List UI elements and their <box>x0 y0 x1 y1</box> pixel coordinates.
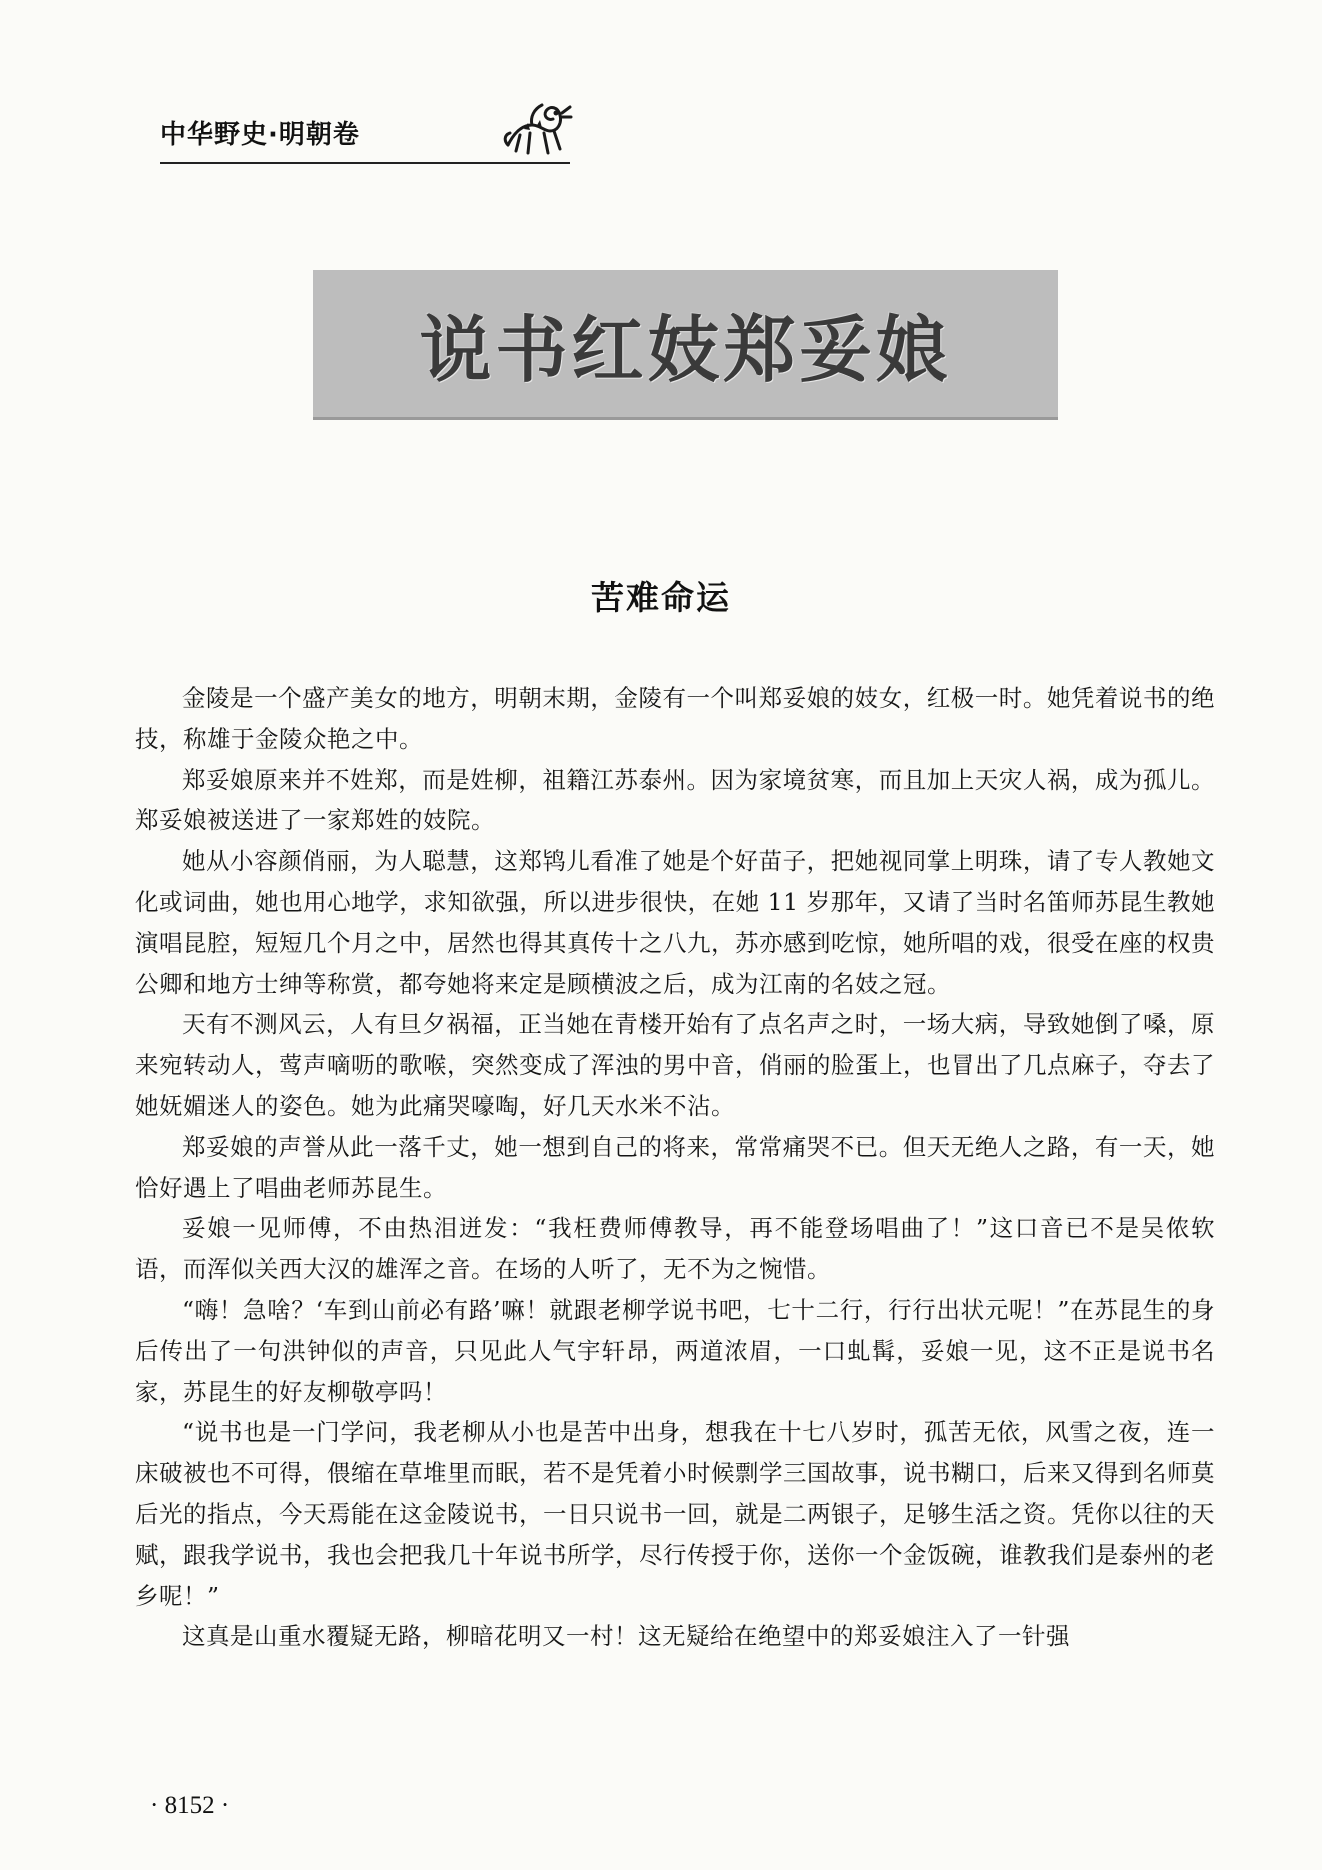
paragraph: 这真是山重水覆疑无路，柳暗花明又一村！这无疑给在绝望中的郑妥娘注入了一针强 <box>182 1622 1070 1651</box>
header-rule <box>160 162 570 164</box>
body-text <box>135 678 1215 1657</box>
paragraph: 郑妥娘原来并不姓郑，而是姓柳，祖籍江苏泰州。因为家境贫寒，而且加上天灾人祸，成为孤儿。郑妥娘被送进了一家郑姓的妓院。 <box>135 765 1215 835</box>
chapter-banner <box>313 270 1058 420</box>
paragraph: 天有不测风云，人有旦夕祸福，正当她在青楼开始有了点名声之时，一场大病，导致她倒了嗓，原来宛转动人，莺声嘀呖的歌喉，突然变成了浑浊的男中音，俏丽的脸蛋上，也冒出了几点麻子，夺去了她妩媚迷人的姿色。她为此痛哭嚎啕，好几天水米不沾。 <box>135 1010 1215 1120</box>
paragraph: “说书也是一门学问，我老柳从小也是苦中出身，想我在十七八岁时，孤苦无依，风雪之夜，连一床破被也不可得，偎缩在草堆里而眠，若不是凭着小时候剽学三国故事，说书糊口，后来又得到名师莫后光的指点，今天焉能在这金陵说书，一日只说书一回，就是二两银子，足够生活之资。凭你以往的天赋，跟我学说书，我也会把我几十年说书所学，尽行传授于你，送你一个金饭碗，谁教我们是泰州的老乡呢！” <box>135 1418 1215 1610</box>
dragon-emblem-icon <box>500 95 575 160</box>
paragraph: 金陵是一个盛产美女的地方，明朝末期，金陵有一个叫郑妥娘的妓女，红极一时。她凭着说书的绝技，称雄于金陵众艳之中。 <box>135 684 1215 753</box>
book-title: 中华野史·明朝卷 <box>160 120 360 150</box>
paragraph: 郑妥娘的声誉从此一落千丈，她一想到自己的将来，常常痛哭不已。但天无绝人之路，有一天，她恰好遇上了唱曲老师苏昆生。 <box>135 1132 1215 1202</box>
paragraph: “嗨！急啥？‘车到山前必有路’嘛！就跟老柳学说书吧，七十二行，行行出状元呢！”在苏昆生的身后传出了一句洪钟似的声音，只见此人气宇轩昂，两道浓眉，一口虬髯，妥娘一见，这不正是说书名家，苏昆生的好友柳敬亭吗！ <box>135 1295 1215 1406</box>
page-number: · 8152 · <box>150 1792 230 1819</box>
section-heading: 苦难命运 <box>591 578 731 617</box>
chapter-title: 说书红妓郑妥娘 <box>419 306 952 392</box>
paragraph: 妥娘一见师傅，不由热泪迸发：“我枉费师傅教导，再不能登场唱曲了！”这口音已不是吴侬软语，而浑似关西大汉的雄浑之音。在场的人听了，无不为之惋惜。 <box>135 1214 1215 1284</box>
paragraph: 她从小容颜俏丽，为人聪慧，这郑鸨儿看准了她是个好苗子，把她视同掌上明珠，请了专人教她文化或词曲，她也用心地学，求知欲强，所以进步很快，在她 11 岁那年，又请了当时名笛师苏昆生教她演唱昆腔，短短几个月之中，居然也得其真传十之八九，苏亦感到吃惊，她所唱的戏，很受在座的权贵公卿和地方士绅等称赏，都夸她将来定是顾横波之后，成为江南的名妓之冠。 <box>135 847 1215 998</box>
